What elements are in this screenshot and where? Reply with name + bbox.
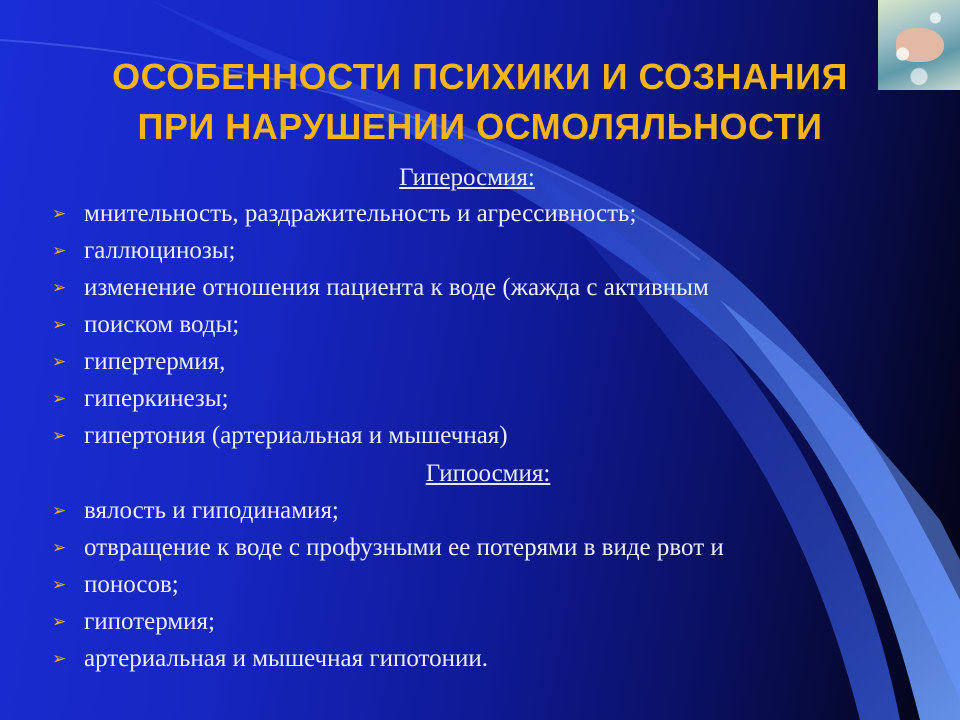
bullet-arrow-icon: ➢: [52, 538, 67, 558]
list-item-text: гипертония (артериальная и мышечная): [84, 422, 508, 449]
bullet-arrow-icon: ➢: [52, 426, 67, 446]
bullet-arrow-icon: ➢: [52, 315, 67, 335]
section-heading-hyperosmia: Гиперосмия:: [399, 164, 535, 191]
bullet-arrow-icon: ➢: [52, 278, 67, 298]
list-item: [52, 347, 709, 384]
list-item-text: поиском воды;: [84, 311, 240, 338]
bullet-arrow-icon: ➢: [52, 575, 67, 595]
hypoosmia-list: [52, 496, 724, 681]
slide-title-line-1: ОСОБЕННОСТИ ПСИХИКИ И СОЗНАНИЯ: [112, 56, 848, 97]
list-item: [52, 236, 709, 273]
list-item-text: вялость и гиподинамия;: [84, 497, 339, 524]
slide-title-line-2: ПРИ НАРУШЕНИИ ОСМОЛЯЛЬНОСТИ: [137, 106, 823, 147]
list-item-text: изменение отношения пациента к воде (жажда с активным: [84, 274, 709, 301]
list-item: [52, 273, 709, 310]
bullet-arrow-icon: ➢: [52, 649, 67, 669]
list-item-text: отвращение к воде с профузными ее потерями в виде рвот и: [84, 534, 724, 561]
list-item-text: гипертермия,: [84, 348, 226, 375]
list-item: [52, 570, 724, 607]
list-item-text: галлюцинозы;: [84, 237, 236, 264]
bullet-arrow-icon: ➢: [52, 612, 67, 632]
list-item: [52, 384, 709, 421]
bullet-arrow-icon: ➢: [52, 204, 67, 224]
bullet-arrow-icon: ➢: [52, 389, 67, 409]
list-item: [52, 421, 709, 458]
list-item-text: артериальная и мышечная гипотонии.: [84, 645, 489, 672]
section-heading-hypoosmia: Гипоосмия:: [425, 460, 551, 487]
hyperosmia-list: [52, 199, 709, 458]
list-item: [52, 644, 724, 681]
bullet-arrow-icon: ➢: [52, 352, 67, 372]
list-item: [52, 496, 724, 533]
list-item-text: гиперкинезы;: [84, 385, 229, 412]
bullet-arrow-icon: ➢: [52, 241, 67, 261]
list-item: [52, 607, 724, 644]
list-item: [52, 310, 709, 347]
list-item: [52, 533, 724, 570]
list-item-text: поносов;: [84, 571, 179, 598]
list-item-text: гипотермия;: [84, 608, 215, 635]
bullet-arrow-icon: ➢: [52, 501, 67, 521]
list-item: [52, 199, 709, 236]
list-item-text: мнительность, раздражительность и агрессивность;: [84, 200, 637, 227]
